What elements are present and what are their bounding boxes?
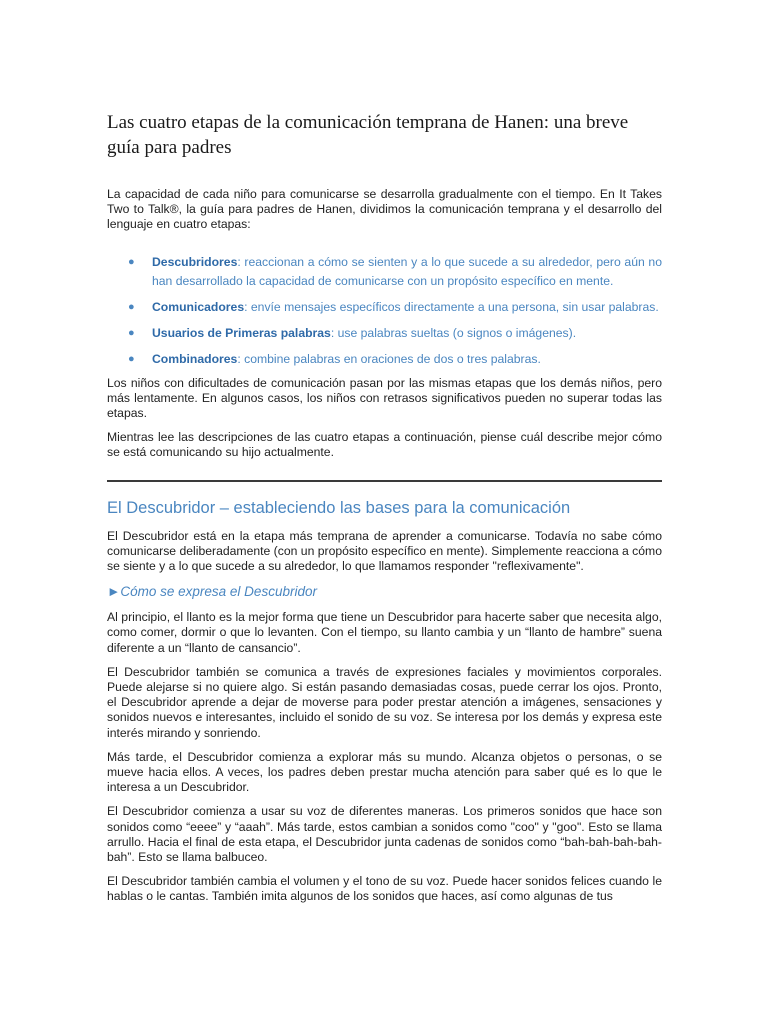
body-paragraph: El Descubridor también cambia el volumen y el tono de su voz. Puede hacer sonidos felices cuando le hablas o le cantas. También imita algunos de los sonidos que haces, así como algunas de tus: [107, 874, 662, 904]
stage-item-descubridores: [107, 253, 662, 291]
body-paragraph: Al principio, el llanto es la mejor forma que tiene un Descubridor para hacerte saber que necesita algo, como comer, dormir o que lo levanten. Con el tiempo, su llanto cambia y un “llanto de hambre” suena diferente a un “llanto de cansancio”.: [107, 610, 662, 655]
stage-item-primeras-palabras: [107, 324, 662, 343]
stage-term: Usuarios de Primeras palabras: [152, 325, 331, 340]
bullet-icon: ●: [128, 326, 135, 339]
stage-item-combinadores: [107, 350, 662, 369]
stage-item-comunicadores: [107, 298, 662, 317]
body-paragraph: El Descubridor comienza a usar su voz de diferentes maneras. Los primeros sonidos que hace son sonidos como “eeee” y “aaah”. Más tarde, estos cambian a sonidos como "coo" y "goo". Esto se llama arrullo. Hacia el final de esta etapa, el Descubridor junta cadenas de sonidos como “bah-bah-bah-bah-bah”. Esto se llama balbuceo.: [107, 804, 662, 865]
section-divider: [107, 480, 662, 482]
subheading-text: Cómo se expresa el Descubridor: [120, 584, 317, 600]
bullet-icon: ●: [128, 255, 135, 268]
stage-term: Combinadores: [152, 351, 238, 366]
stage-description: : combine palabras en oraciones de dos o tres palabras.: [237, 351, 541, 366]
section-intro-paragraph: El Descubridor está en la etapa más temprana de aprender a comunicarse. Todavía no sabe cómo comunicarse deliberadamente (con un propósito específico en mente). Simplemente reacciona a cómo se siente y a lo que sucede a su alrededor, lo que llamamos responder "reflexivamente".: [107, 528, 662, 574]
stage-description: : use palabras sueltas (o signos o imágenes).: [330, 325, 577, 340]
read-paragraph: Mientras lee las descripciones de las cuatro etapas a continuación, piense cuál describe mejor cómo se está comunicando su hijo actualmente.: [107, 430, 662, 460]
section-title: El Descubridor – estableciendo las bases para la comunicación: [107, 498, 571, 517]
subheading: [107, 583, 662, 600]
document-page: [107, 110, 662, 914]
bullet-icon: ●: [128, 352, 135, 365]
bullet-icon: ●: [128, 300, 135, 313]
intro-paragraph: La capacidad de cada niño para comunicarse se desarrolla gradualmente con el tiempo. En It Takes Two to Talk®, la guía para padres de Hanen, dividimos la comunicación temprana y el desarrollo del lenguaje en cuatro etapas:: [107, 187, 662, 232]
stage-description: : reaccionan a cómo se sienten y a lo que sucede a su alrededor, pero aún no han desarrollado la capacidad de comunicarse con un propósito específico en mente.: [152, 254, 662, 288]
stage-term: Descubridores: [152, 254, 238, 269]
stage-description: : envíe mensajes específicos directamente a una persona, sin usar palabras.: [244, 299, 659, 314]
stage-term: Comunicadores: [152, 299, 245, 314]
body-paragraph: El Descubridor también se comunica a través de expresiones faciales y movimientos corporales. Puede alejarse si no quiere algo. Si están pasando demasiadas cosas, puede cerrar los ojos. Pronto, el Descubridor aprende a dejar de moverse para poder prestar atención a imágenes, sensaciones y sonidos nuevos e interesantes, incluido el sonido de su voz. Se interesa por los demás y expresa este interés mirando y sonriendo.: [107, 664, 662, 740]
delay-paragraph: Los niños con dificultades de comunicación pasan por las mismas etapas que los demás niños, pero más lentamente. En algunos casos, los niños con retrasos significativos pueden no superar todas las etapas.: [107, 375, 662, 421]
body-paragraph: Más tarde, el Descubridor comienza a explorar más su mundo. Alcanza objetos o personas, o se mueve hacia ellos. A veces, los padres deben prestar mucha atención para saber qué es lo que le interesa a un Descubridor.: [107, 749, 662, 795]
document-title: Las cuatro etapas de la comunicación temprana de Hanen: una breve guía para padres: [107, 112, 629, 158]
stages-list: [107, 253, 662, 369]
arrow-right-icon: ►: [107, 584, 121, 600]
